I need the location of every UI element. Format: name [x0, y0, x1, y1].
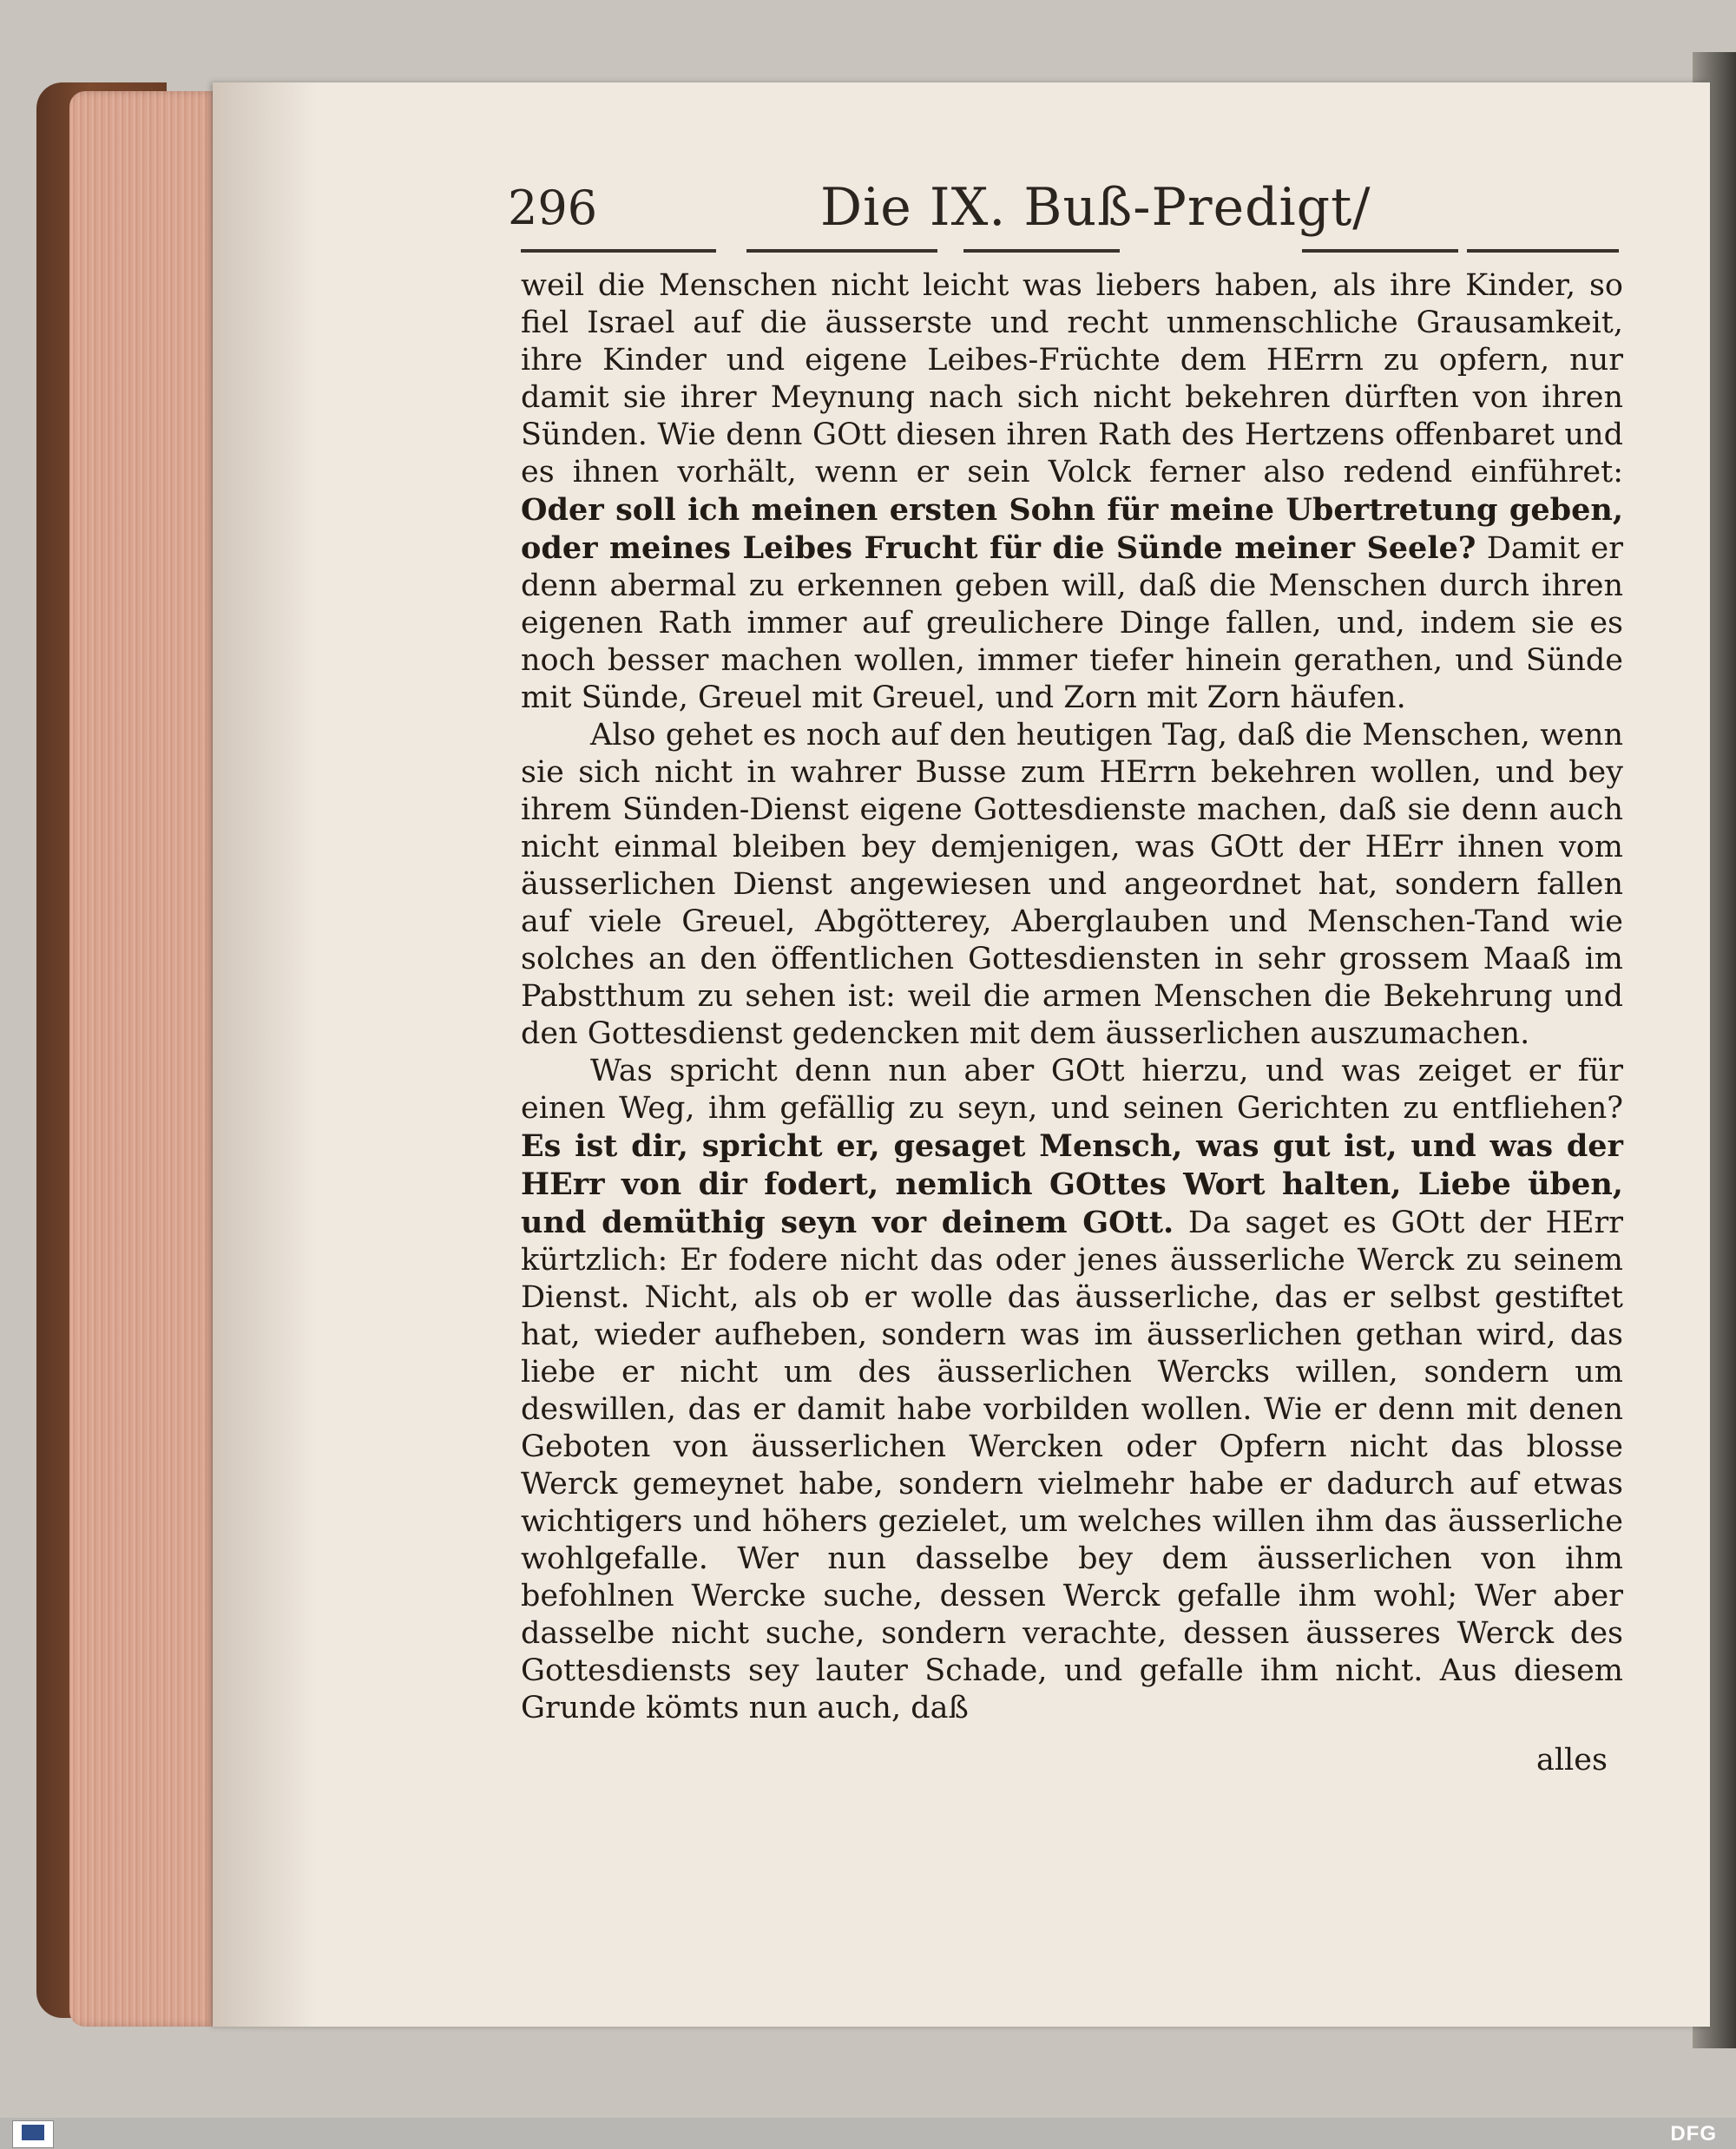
catchword: alles — [1536, 1743, 1608, 1778]
header-rule — [1302, 249, 1458, 253]
text-run: Da saget es GOtt der HErr kürtzlich: Er fodere nicht das oder jenes äusserliche Werck zu seinem Dienst. Nicht, als ob er wolle das äusserliche, das er selbst gestiftet hat, wieder aufheben, sondern was im äusserlichen gethan wird, das liebe er nicht um des äusserlichen Wercks willen, sondern um deswillen, das er damit habe vorbilden wollen. Wie er denn mit denen Geboten von äusserlichen Wercken oder Opfern nicht das blosse Werck gemeynet habe, sondern vielmehr habe er dadurch auf etwas wichtigers und höhers gezielet, um welches willen ihm das äusserliche wohlgefalle. Wer nun dasselbe bey dem äusserlichen von ihm befohlnen Wercke suche, dessen Werck gefalle ihm wohl; Wer aber dasselbe nicht suche, sondern verachte, dessen äusseres Werck des Gottesdiensts sey lauter Schade, und gefalle ihm nicht. Aus diesem Grunde kömts nun auch, daß — [521, 1206, 1623, 1725]
header-rule — [963, 249, 1120, 253]
header-rule — [746, 249, 937, 253]
paragraph — [521, 1053, 1623, 1727]
viewer-footer — [0, 2118, 1736, 2149]
page-number: 296 — [508, 181, 598, 235]
scripture-quote: Oder soll ich meinen ersten Sohn für meine Ubertretung geben, oder meines Leibes Frucht für die Sünde meiner Seele? — [521, 492, 1623, 566]
scripture-quote: Es ist dir, spricht er, gesaget Mensch, was gut ist, und was der HErr von dir fodert, nemlich GOttes Wort halten, Liebe üben, und demüthig seyn vor deinem GOtt. — [521, 1128, 1623, 1240]
library-logo-icon — [22, 2125, 44, 2140]
body-text — [521, 267, 1623, 1727]
dfg-logo: DFG — [1670, 2122, 1717, 2146]
text-run: Damit er denn abermal zu erkennen geben will, daß die Menschen durch ihren eigenen Rath immer auf greulichere Dinge fallen, und, indem sie es noch besser machen wollen, immer tiefer hinein gerathen, und Sünde mit Sünde, Greuel mit Greuel, und Zorn mit Zorn häufen. — [521, 531, 1623, 715]
running-head: Die IX. Buß-Predigt/ — [820, 177, 1371, 238]
header-rule — [521, 249, 716, 253]
gutter-shadow — [213, 82, 317, 2027]
text-run: Was spricht denn nun aber GOtt hierzu, und was zeiget er für einen Weg, ihm gefällig zu seyn, und seinen Gerichten zu entfliehen? — [521, 1054, 1623, 1126]
text-run: Also gehet es noch auf den heutigen Tag, daß die Menschen, wenn sie sich nicht in wahrer Busse zum HErrn bekehren wollen, und bey ihrem Sünden-Dienst eigene Gottesdienste machen, daß sie denn auch nicht einmal bleiben bey demjenigen, was GOtt der HErr ihnen vom äusserlichen Dienst angewiesen und angeordnet hat, sondern fallen auf viele Greuel, Abgötterey, Aberglauben und Menschen-Tand wie solches an den öffentlichen Gottesdiensten in sehr grossem Maaß im Pabstthum zu sehen ist: weil die armen Menschen die Bekehrung und den Gottesdienst gedencken mit dem äusserlichen auszumachen. — [521, 718, 1623, 1051]
page-header — [508, 177, 1619, 241]
text-run: weil die Menschen nicht leicht was liebers haben, als ihre Kinder, so fiel Israel auf die äusserste und recht unmenschliche Grausamkeit, ihre Kinder und eigene Leibes-Früchte dem HErrn zu opfern, nur damit sie ihrer Meynung nach sich nicht bekehren dürften von ihren Sünden. Wie denn GOtt diesen ihren Rath des Hertzens offenbaret und es ihnen vorhält, wenn er sein Volck ferner also redend einführet: — [521, 268, 1623, 490]
page-edges — [69, 91, 217, 2027]
library-logo — [12, 2120, 54, 2148]
paragraph — [521, 267, 1623, 717]
header-rule — [1467, 249, 1619, 253]
paragraph — [521, 717, 1623, 1053]
